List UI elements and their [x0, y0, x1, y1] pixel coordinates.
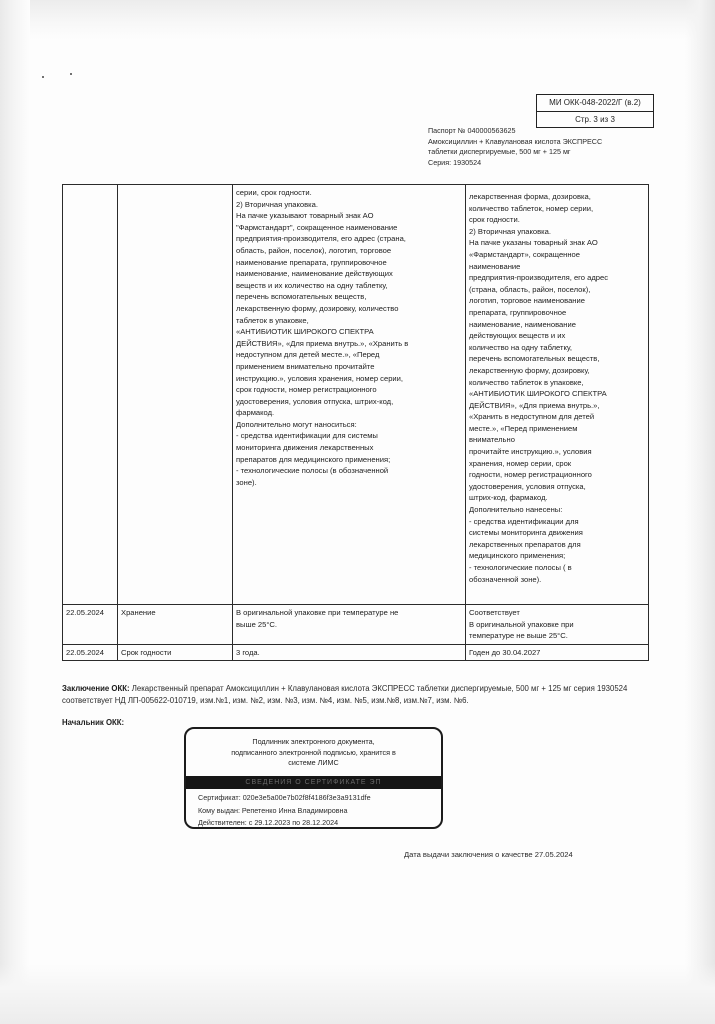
text-line: На пачке указаны товарный знак АО: [469, 238, 598, 248]
text-line: обозначенной зоне).: [469, 574, 542, 584]
text-line: внимательно: [469, 435, 515, 445]
text-line: предприятия-производителя, его адрес (страна,: [236, 234, 406, 244]
text-line: лекарственную форму, дозировку,: [469, 365, 590, 375]
text-line: «АНТИБИОТИК ШИРОКОГО СПЕКТРА: [236, 327, 374, 337]
text-line: удостоверения, условия отпуска, штрих-код,: [236, 396, 394, 406]
stamp-title: [186, 729, 441, 776]
passport-number: Паспорт № 040000563625: [428, 126, 516, 135]
scan-edge-bottom: [0, 964, 715, 1024]
table-row: [63, 644, 649, 661]
result-cell: [466, 605, 649, 645]
stamp-certificate-band: СВЕДЕНИЯ О СЕРТИФИКАТЕ ЭП: [186, 776, 441, 789]
result-cell: [466, 185, 649, 605]
text-line: ДЕЙСТВИЯ», «Для приема внутрь.», «Хранить в: [236, 338, 409, 348]
text-line: область, район, поселок), логотип, торговое: [236, 245, 392, 255]
text-line: количество на одну таблетку,: [469, 342, 573, 352]
scan-edge-left: [0, 0, 30, 1024]
stamp-title-line: Подлинник электронного документа,: [252, 737, 375, 746]
document-code: МИ ОКК-048-2022/Г (в.2): [549, 98, 641, 107]
text-line: количество таблеток в упаковке,: [469, 377, 584, 387]
issue-date: Дата выдачи заключения о качестве 27.05.2024: [404, 850, 573, 859]
text-line: логотип, торговое наименование: [469, 296, 585, 306]
text-line: недоступном для детей месте.», «Перед: [236, 350, 380, 360]
scan-speck: [70, 73, 72, 75]
stamp-details: [186, 789, 441, 829]
certificate-owner: Кому выдан: Репетенко Инна Владимировна: [198, 805, 348, 815]
table-row: [63, 185, 649, 605]
text-line: перечень вспомогательных веществ,: [469, 354, 600, 364]
indicator-cell: Срок годности: [118, 644, 233, 661]
text-line: штрих-код, фармакод.: [469, 493, 548, 503]
requirement-text: [236, 607, 462, 630]
text-line: температуре не выше 25°С.: [469, 631, 568, 641]
table-row: [63, 605, 649, 645]
date-cell: 22.05.2024: [63, 644, 118, 661]
text-line: месте.», «Перед применением: [469, 423, 578, 433]
text-line: применением внимательно прочитайте: [236, 361, 375, 371]
scan-speck: [42, 76, 44, 78]
text-line: наименование препарата, группировочное: [236, 257, 387, 267]
text-line: зоне).: [236, 477, 257, 487]
batch-number: Серия: 1930524: [428, 157, 482, 167]
text-line: лекарственная форма, дозировка,: [469, 192, 591, 201]
indicator-cell: [118, 185, 233, 605]
scan-edge-right: [685, 0, 715, 1024]
text-line: (страна, область, район, поселок),: [469, 284, 591, 294]
product-form: таблетки диспергируемые, 500 мг + 125 мг: [428, 147, 571, 156]
text-line: мониторинга движения лекарственных: [236, 443, 374, 453]
text-line: препарата, группировочное: [469, 307, 567, 317]
text-line: серии, срок годности.: [236, 188, 312, 197]
text-line: 2) Вторичная упаковка.: [469, 226, 551, 236]
text-line: В оригинальной упаковке при: [469, 619, 574, 629]
text-line: - технологические полосы ( в: [469, 563, 572, 572]
text-line: - технологические полосы (в обозначенной: [236, 466, 389, 476]
result-cell: Годен до 30.04.2027: [466, 644, 649, 661]
certificate-number: Сертификат: 020e3e5a00e7b02f8f4186f3e3a9131dfe: [198, 793, 371, 802]
conclusion-label: Заключение ОКК:: [62, 684, 130, 693]
text-line: годности, номер регистрационного: [469, 470, 592, 480]
result-text: [469, 607, 645, 642]
text-line: «Фармстандарт», сокращенное: [469, 249, 580, 259]
quality-table: [62, 184, 649, 661]
date-cell: [63, 185, 118, 605]
text-line: инструкцию.», условия хранения, номер серии,: [236, 373, 404, 383]
text-line: медицинского применения;: [469, 551, 566, 561]
text-line: системы мониторинга движения: [469, 528, 583, 538]
text-line: лекарственную форму, дозировку, количество: [236, 303, 399, 313]
text-line: срок годности.: [469, 215, 520, 225]
text-line: выше 25°С.: [236, 619, 277, 629]
text-line: Дополнительно нанесены:: [469, 505, 563, 515]
scan-edge-top: [0, 0, 715, 40]
text-line: прочитайте инструкцию.», условия: [469, 447, 592, 457]
text-line: наименование: [469, 261, 521, 271]
conclusion-block: [62, 683, 647, 706]
stamp-title-line: системе ЛИМС: [288, 758, 339, 767]
text-line: фармакод.: [236, 408, 275, 418]
text-line: препаратов для медицинского применения;: [236, 454, 391, 464]
date-cell: 22.05.2024: [63, 605, 118, 645]
passport-block: [428, 126, 648, 168]
requirement-cell: 3 года.: [233, 644, 466, 661]
document-code-box: [536, 94, 654, 128]
text-line: предприятия-производителя, его адрес: [469, 273, 609, 283]
result-text: [469, 191, 645, 585]
text-line: количество таблеток, номер серии,: [469, 203, 594, 213]
text-line: хранения, номер серии, срок: [469, 458, 572, 468]
conclusion-text: Лекарственный препарат Амоксициллин + Клавулановая кислота ЭКСПРЕСС таблетки диспергируемые, 500 мг + 125 мг серия 1930524 соответствует НД ЛП-005622-010719, изм.№1, изм. №2, изм. №3, изм. №4, изм. №5, изм.№8, изм.№7, изм. №6.: [62, 684, 628, 705]
text-line: Соответствует: [469, 608, 520, 617]
text-line: 2) Вторичная упаковка.: [236, 199, 318, 209]
text-line: таблеток в упаковке,: [236, 315, 309, 325]
indicator-cell: Хранение: [118, 605, 233, 645]
requirement-text: [236, 187, 462, 488]
text-line: - средства идентификации для: [469, 516, 579, 526]
text-line: наименование, наименование: [469, 319, 576, 329]
text-line: ДЕЙСТВИЯ», «Для приема внутрь.»,: [469, 400, 600, 410]
text-line: «Хранить в недоступном для детей: [469, 412, 595, 422]
requirement-cell: [233, 605, 466, 645]
text-line: перечень вспомогательных веществ,: [236, 292, 367, 302]
page-number: Стр. 3 из 3: [537, 111, 653, 127]
certificate-validity: Действителен: с 29.12.2023 по 28.12.2024: [198, 818, 339, 827]
text-line: В оригинальной упаковке при температуре не: [236, 608, 399, 617]
requirement-cell: [233, 185, 466, 605]
electronic-signature-stamp: [184, 727, 443, 829]
text-line: удостоверения, условия отпуска,: [469, 481, 586, 491]
text-line: лекарственных препаратов для: [469, 539, 581, 549]
text-line: действующих веществ и их: [469, 331, 566, 341]
text-line: наименование, наименование действующих: [236, 269, 393, 279]
text-line: На пачке указывают товарный знак АО: [236, 211, 374, 221]
head-signature-label: Начальник ОКК:: [62, 718, 125, 727]
text-line: срок годности, номер регистрационного: [236, 385, 377, 395]
text-line: - средства идентификации для системы: [236, 431, 378, 441]
text-line: Дополнительно могут наноситься:: [236, 419, 357, 429]
text-line: веществ и их количество на одну таблетку,: [236, 280, 388, 290]
text-line: "Фармстандарт", сокращенное наименование: [236, 222, 398, 232]
text-line: «АНТИБИОТИК ШИРОКОГО СПЕКТРА: [469, 389, 607, 399]
stamp-title-line: подписанного электронной подписью, хранится в: [231, 747, 396, 757]
product-name: Амоксициллин + Клавулановая кислота ЭКСПРЕСС: [428, 136, 603, 146]
